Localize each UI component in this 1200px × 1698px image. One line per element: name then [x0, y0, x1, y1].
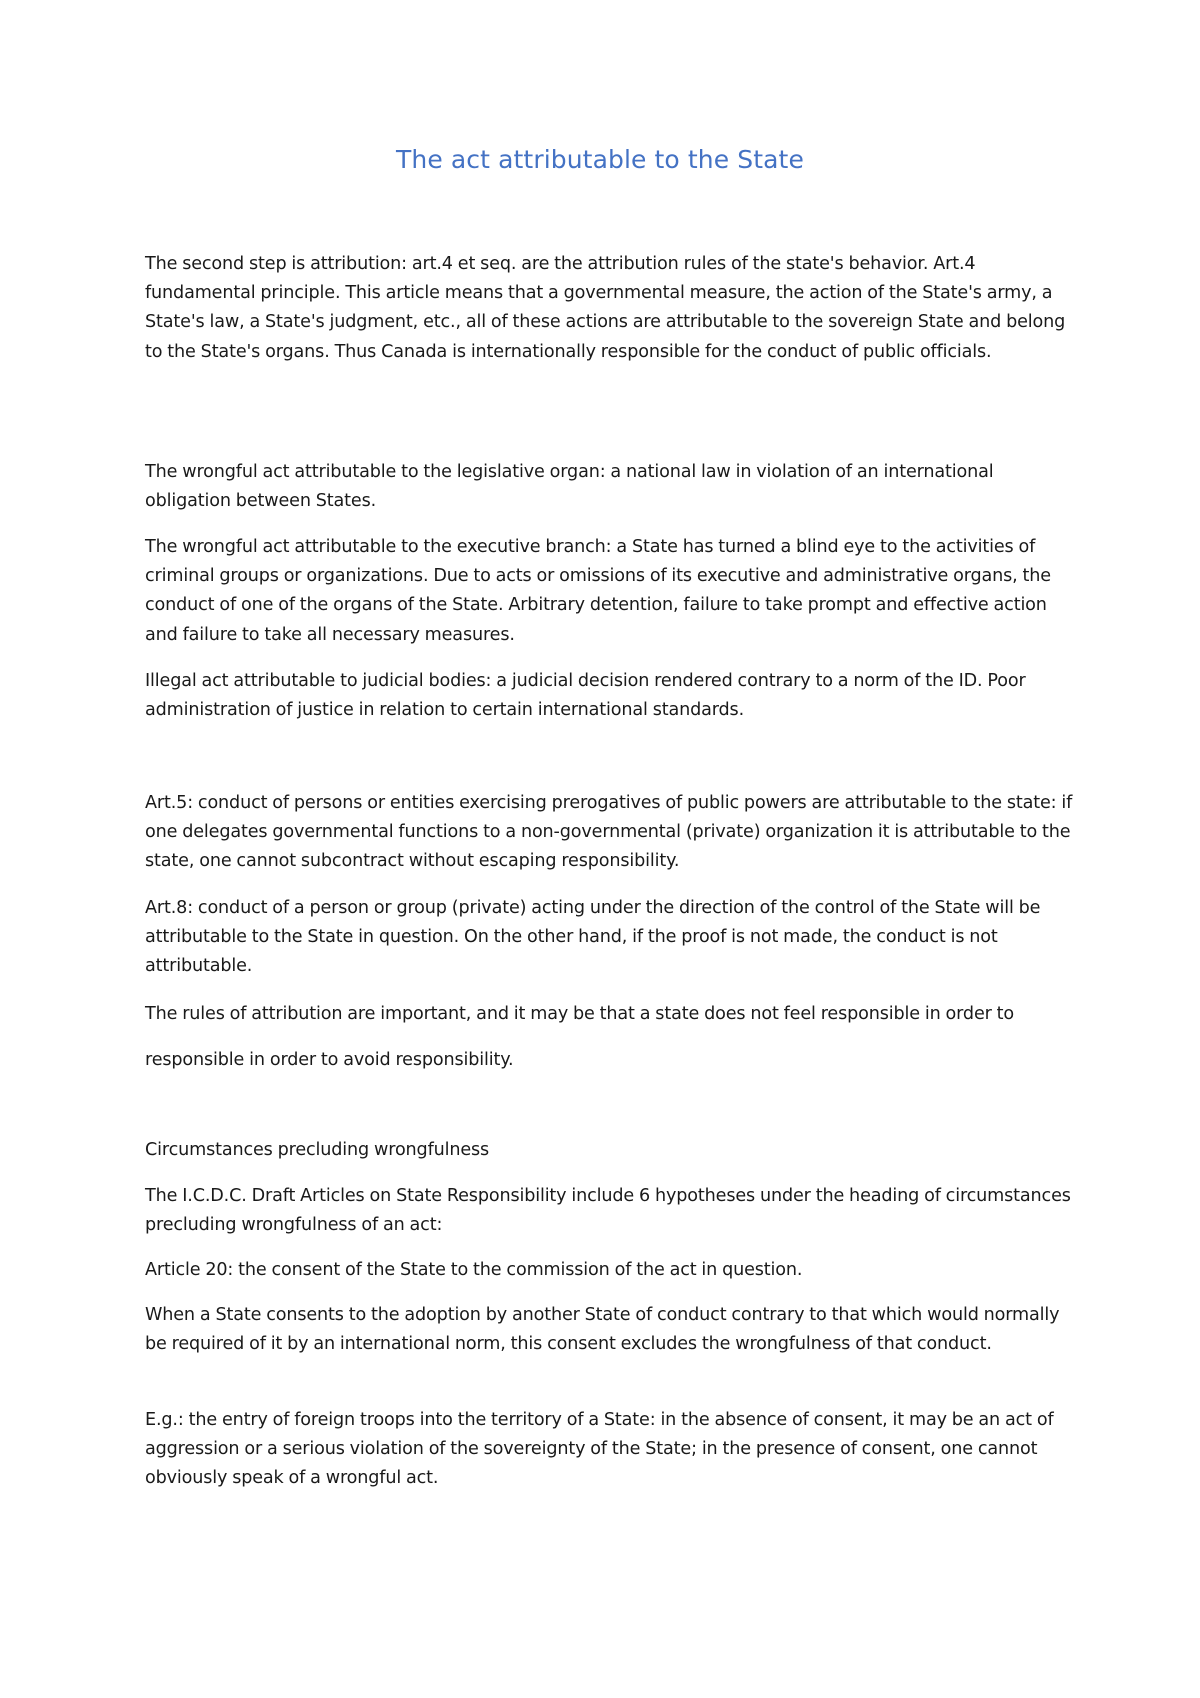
- paragraph-judicial-bodies: Illegal act attributable to judicial bodies: a judicial decision rendered contrary to a norm of the ID. Poor administration of justice in relation to certain international standards.: [145, 671, 1026, 721]
- document-title: The act attributable to the State: [396, 145, 804, 174]
- paragraph-article-20: Article 20: the consent of the State to the commission of the act in question.: [145, 1260, 803, 1280]
- paragraph-consent: When a State consents to the adoption by another State of conduct contrary to that which would normally be required of it by an international norm, this consent excludes the wrongfulness of that conduct.: [145, 1305, 1060, 1355]
- paragraph-example: E.g.: the entry of foreign troops into the territory of a State: in the absence of consent, it may be an act of aggression or a serious violation of the sovereignty of the State; in the presence of consent, one cannot obviously speak of a wrongful act.: [145, 1410, 1054, 1489]
- paragraph-art5: Art.5: conduct of persons or entities exercising prerogatives of public powers are attributable to the state: if one delegates governmental functions to a non-governmental (private) organization it is attributable to the state, one cannot subcontract without escaping responsibility.: [145, 793, 1073, 872]
- paragraph-attribution-intro: The second step is attribution: art.4 et seq. are the attribution rules of the state's behavior. Art.4 fundamental principle. This article means that a governmental measure, the action of the State's army, a State's law, a State's judgment, etc., all of these actions are attributable to the sovereign State and belong to the State's organs. Thus Canada is internationally responsible for the conduct of public officials.: [145, 254, 1066, 362]
- paragraph-executive-branch: The wrongful act attributable to the executive branch: a State has turned a blind eye to the activities of criminal groups or organizations. Due to acts or omissions of its executive and administrative organs, the conduct of one of the organs of the State. Arbitrary detention, failure to take prompt and effective action and failure to take all necessary measures.: [145, 537, 1051, 645]
- paragraph-rules-continuation: responsible in order to avoid responsibility.: [145, 1050, 514, 1070]
- section-heading-circumstances: Circumstances precluding wrongfulness: [145, 1140, 490, 1160]
- paragraph-draft-articles: The I.C.D.C. Draft Articles on State Responsibility include 6 hypotheses under the heading of circumstances precluding wrongfulness of an act:: [145, 1186, 1071, 1236]
- paragraph-rules-of-attribution: The rules of attribution are important, and it may be that a state does not feel responsible in order to: [145, 1004, 1015, 1024]
- paragraph-legislative-organ: The wrongful act attributable to the legislative organ: a national law in violation of an international obligation between States.: [145, 462, 994, 512]
- paragraph-art8: Art.8: conduct of a person or group (private) acting under the direction of the control of the State will be attributable to the State in question. On the other hand, if the proof is not made, the conduct is not attributable.: [145, 898, 1041, 977]
